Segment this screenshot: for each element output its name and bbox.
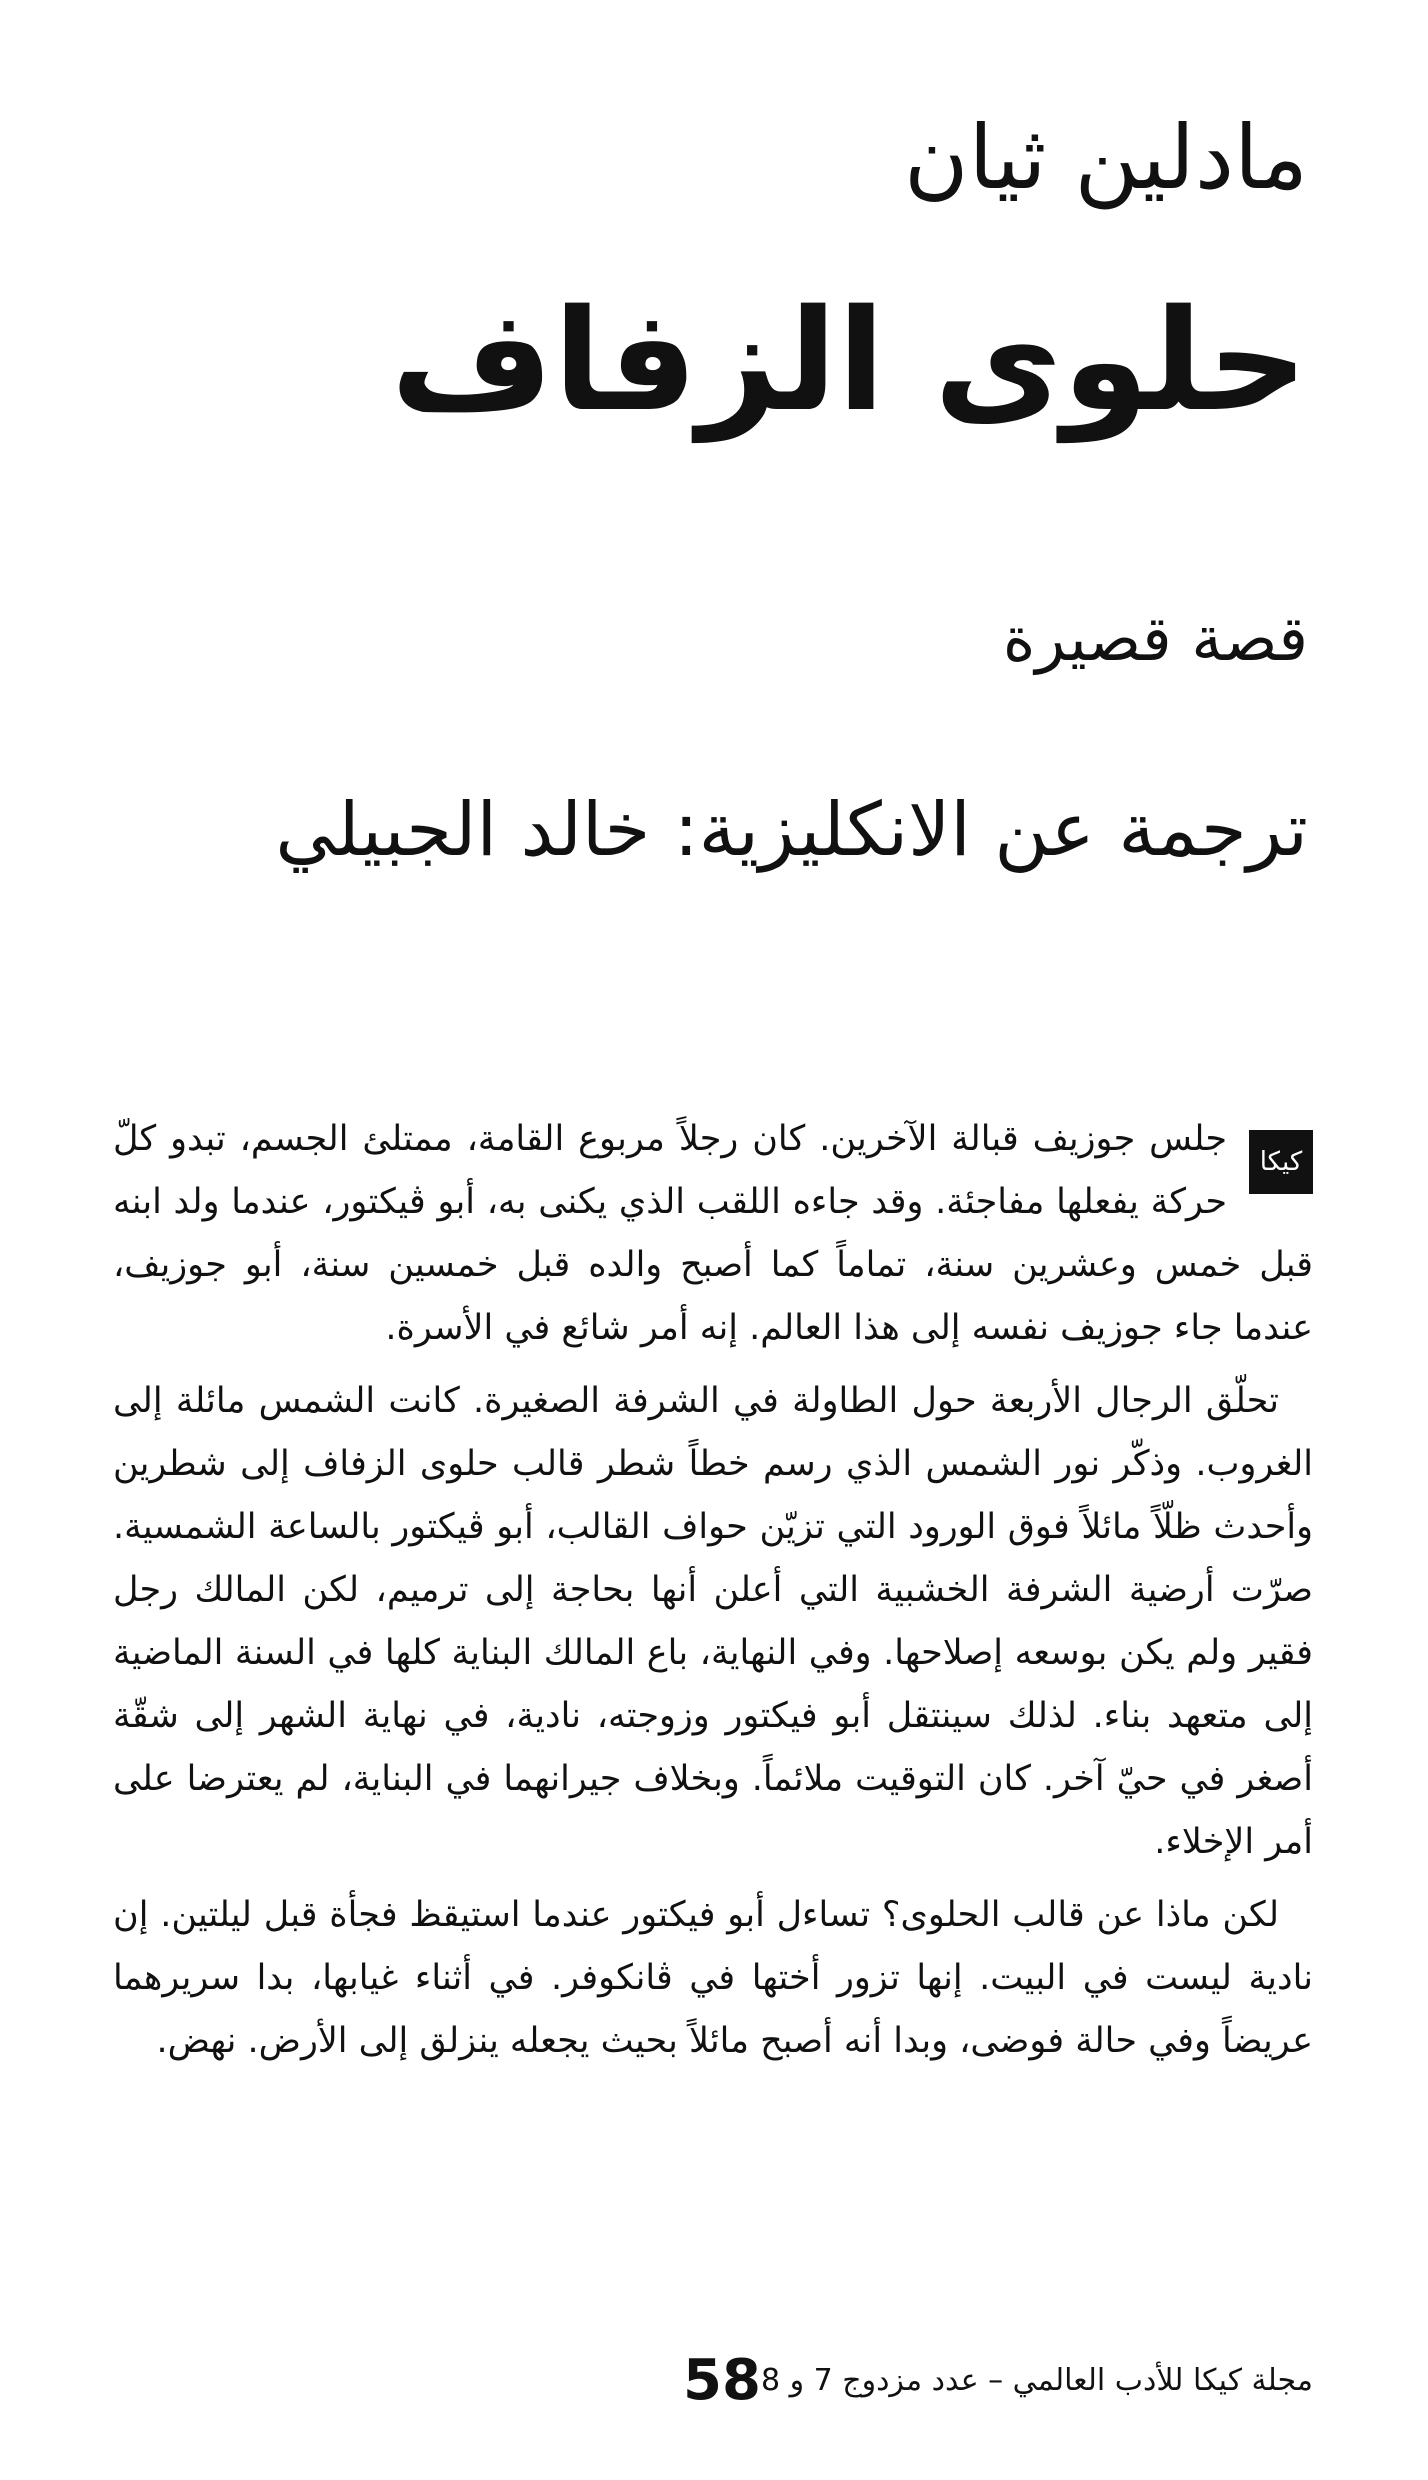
story-body (113, 1108, 1313, 2083)
kika-logo (1249, 1130, 1313, 1194)
paragraph-1-text: جلس جوزيف قبالة الآخرين. كان رجلاً مربوع القامة، ممتلئ الجسم، تبدو كلّ حركة يفعلها مفاجئة. وقد جاءه اللقب الذي يكنى به، أبو ڤيكتور، عندما ولد ابنه قبل خمس وعشرين سنة، تماماً كما أصبح والده قبل خمسين سنة، أبو جوزيف، عندما جاء جوزيف نفسه إلى هذا العالم. إنه أمر شائع في الأسرة. (113, 1119, 1313, 1348)
paragraph-2: تحلّق الرجال الأربعة حول الطاولة في الشرفة الصغيرة. كانت الشمس مائلة إلى الغروب. وذكّر نور الشمس الذي رسم خطاً شطر قالب حلوى الزفاف إلى شطرين وأحدث ظلّاً مائلاً فوق الورود التي تزيّن حواف القالب، أبو ڤيكتور بالساعة الشمسية. صرّت أرضية الشرفة الخشبية التي أعلن أنها بحاجة إلى ترميم، لكن المالك رجل فقير ولم يكن بوسعه إصلاحها. وفي النهاية، باع المالك البناية كلها في السنة الماضية إلى متعهد بناء. لذلك سينتقل أبو فيكتور وزوجته، نادية، في نهاية الشهر إلى شقّة أصغر في حيّ آخر. كان التوقيت ملائماً. وبخلاف جيرانهما في البناية، لم يعترضا على أمر الإخلاء. (113, 1381, 1313, 1862)
journal-name: مجلة كيكا للأدب العالمي – عدد مزدوج 7 و 8 (760, 2362, 1313, 2398)
translator-credit: ترجمة عن الانكليزية: خالد الجبيلي (275, 787, 1308, 873)
page-footer (120, 2345, 1313, 2415)
author-name: مادلين ثيان (904, 106, 1308, 209)
paragraph-3: لكن ماذا عن قالب الحلوى؟ تساءل أبو فيكتور عندما استيقظ فجأة قبل ليلتين. إن نادية ليست في البيت. إنها تزور أختها في ڤانكوفر. في أثناء غيابها، بدا سريرهما عريضاً وفي حالة فوضى، وبدا أنه أصبح مائلاً بحيث يجعله ينزلق إلى الأرض. نهض. (113, 1895, 1313, 2061)
genre-label: قصة قصيرة (1002, 602, 1308, 675)
kika-logo-text: كيكا (1259, 1147, 1303, 1177)
page-number: 58 (683, 2347, 761, 2413)
story-title: حلوى الزفاف (390, 280, 1308, 443)
paragraph-1 (113, 1108, 1313, 1360)
